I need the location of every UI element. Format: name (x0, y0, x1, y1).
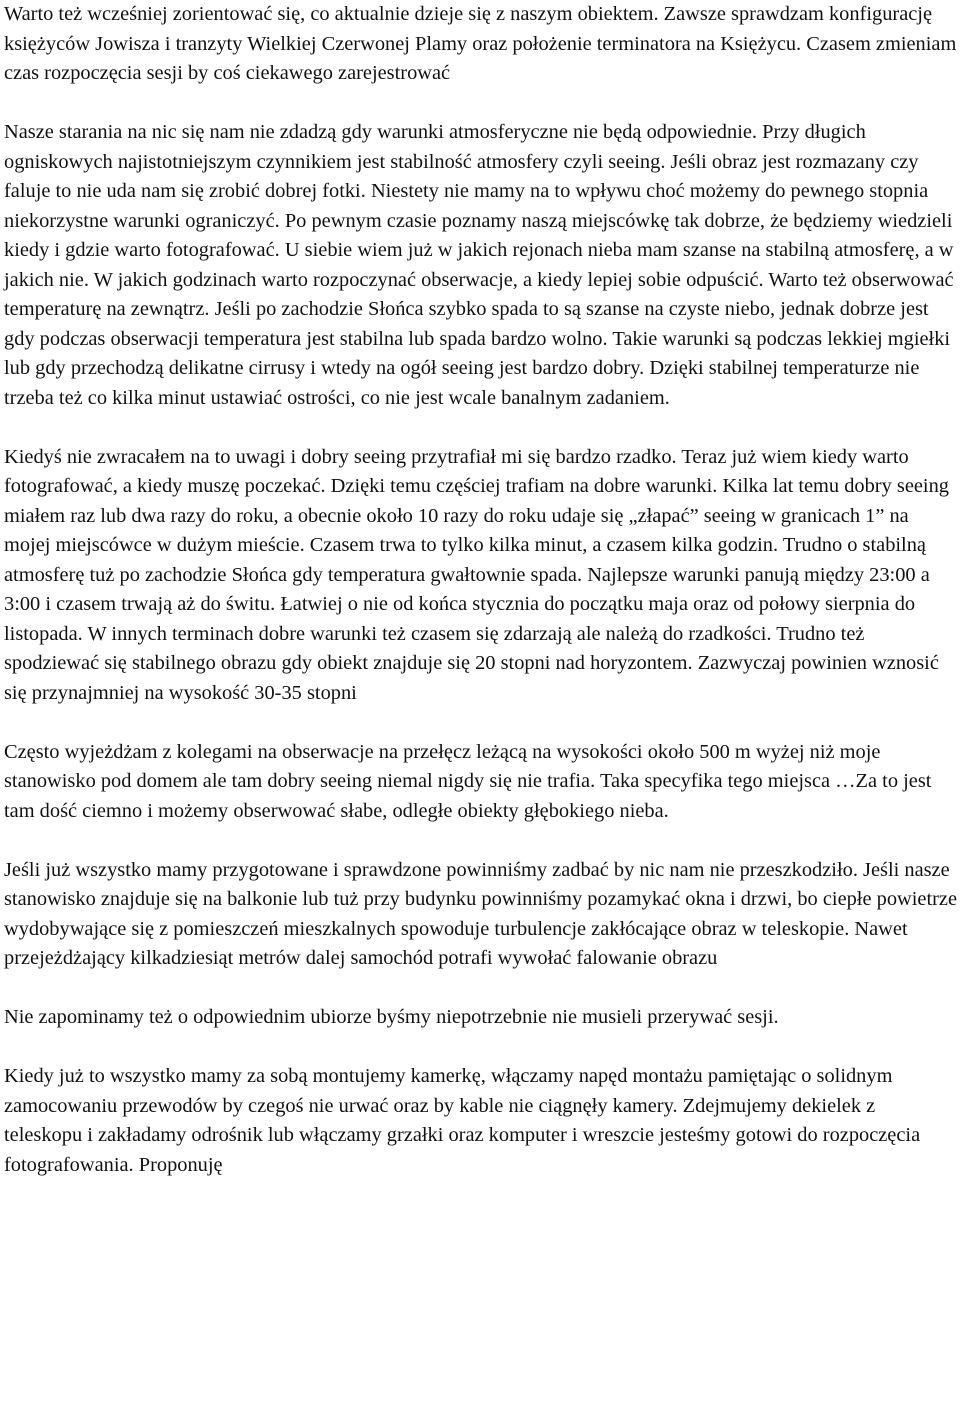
sentence: Takie warunki są podczas lekkiej mgiełki lub gdy przechodzą delikatne cirrusy i wtedy na ogół seeing jest bardzo dobry. (4, 327, 951, 379)
sentence: Czasem trwa to tylko kilka minut, a czasem kilka godzin. (309, 534, 779, 556)
paragraph-site-preparation (4, 856, 957, 974)
sentence: Kilka lat temu dobry seeing miałem raz lub dwa razy do roku, a obecnie około 10 razy do roku udaje się „złapać” seeing w granicach 1” na mojej miejscówce w dużym mieście. (4, 475, 949, 556)
sentence: Taka specyfika tego miejsca …Za to jest tam dość ciemno i możemy obserwować słabe, odległe obiekty głębokiego nieba. (4, 770, 932, 822)
sentence: Kiedyś nie zwracałem na to uwagi i dobry seeing przytrafiał mi się bardzo rzadko. (4, 445, 677, 468)
document-page (4, 0, 957, 1180)
sentence: Teraz już wiem kiedy warto fotografować, a kiedy muszę poczekać. (4, 445, 909, 497)
paragraph-mountain-pass (4, 738, 957, 827)
sentence: Kiedy już to wszystko mamy za sobą montujemy kamerkę, włączamy napęd montażu pamiętając o solidnym zamocowaniu przewodów by czegoś nie urwać oraz by kable nie ciągnęły kamery. (4, 1065, 893, 1117)
sentence: Zawsze sprawdzam konfigurację księżyców Jowisza i tranzyty Wielkiej Czerwonej Plamy oraz położenie terminatora na Księżycu. (4, 3, 933, 55)
sentence: Dzięki stabilnej temperaturze nie trzeba też co kilka minut ustawiać ostrości, co nie jest wcale banalnym zadaniem. (4, 357, 920, 409)
sentence: Nie zapominamy też o odpowiednim ubiorze byśmy niepotrzebnie nie musieli przerywać sesji. (4, 1006, 779, 1028)
sentence: Przy długich ogniskowych najistotniejszym czynnikiem jest stabilność atmosfery czyli seeing. (4, 121, 866, 173)
sentence: W innych terminach dobre warunki też czasem się zdarzają ale należą do rzadkości. (87, 622, 772, 645)
paragraph-observing-plan (4, 0, 957, 89)
sentence: Łatwiej o nie od końca stycznia do początku maja oraz od połowy sierpnia do listopada. (4, 593, 916, 645)
sentence: Zdejmujemy dekielek z teleskopu i zakładamy odrośnik lub włączamy grzałki oraz komputer i wreszcie jesteśmy gotowi do rozpoczęcia fotografowania. (4, 1094, 921, 1176)
sentence: Najlepsze warunki panują między 23:00 a 3:00 i czasem trwają aż do świtu. (4, 563, 930, 615)
sentence: Jeśli już wszystko mamy przygotowane i sprawdzone powinniśmy zadbać by nic nam nie przeszkodziło. (4, 858, 858, 881)
paragraph-seeing-experience (4, 443, 957, 709)
sentence: Zazwyczaj powinien wznosić się przynajmniej na wysokość 30-35 stopni (4, 652, 939, 704)
sentence: W jakich godzinach warto rozpoczynać obserwacje, a kiedy lepiej sobie odpuścić. (93, 268, 764, 291)
paragraph-atmospheric-conditions (4, 118, 957, 413)
sentence: Jeśli po zachodzie Słońca szybko spada to są szanse na czyste niebo, jednak dobrze jest gdy podczas obserwacji temperatura jest stabilna lub spada bardzo wolno. (4, 298, 929, 350)
sentence: Niestety nie mamy na to wpływu choć możemy do pewnego stopnia niekorzystne warunki ograniczyć. (4, 180, 929, 232)
sentence: U siebie wiem już w jakich rejonach nieba mam szanse na stabilną atmosferę, a w jakich nie. (4, 239, 954, 291)
sentence: Warto też wcześniej zorientować się, co aktualnie dzieje się z naszym obiektem. (4, 3, 659, 25)
sentence: Nasze starania na nic się nam nie zdadzą gdy warunki atmosferyczne nie będą odpowiednie. (4, 121, 758, 143)
sentence: Nawet przejeżdżający kilkadziesiąt metrów dalej samochód potrafi wywołać falowanie obrazu (4, 917, 908, 969)
sentence: Często wyjeżdżam z kolegami na obserwacje na przełęcz leżącą na wysokości około 500 m wyżej niż moje stanowisko pod domem ale tam dobry seeing niemal nigdy się nie trafia. (4, 740, 881, 792)
paragraph-camera-setup (4, 1062, 957, 1180)
paragraph-clothing (4, 1003, 957, 1033)
sentence: Trudno o stabilną atmosferę tuż po zachodzie Słońca gdy temperatura gwałtownie spada. (4, 534, 926, 586)
sentence: Warto też obserwować temperaturę na zewnątrz. (4, 268, 954, 320)
sentence: Proponuję (138, 1153, 223, 1176)
sentence: Trudno też spodziewać się stabilnego obrazu gdy obiekt znajduje się 20 stopni nad horyzontem. (4, 622, 865, 674)
sentence: Dzięki temu częściej trafiam na dobre warunki. (330, 475, 718, 497)
sentence: Po pewnym czasie poznamy naszą miejscówkę tak dobrze, że będziemy wiedzieli kiedy i gdzie warto fotografować. (4, 209, 953, 261)
sentence: Jeśli nasze stanowisko znajduje się na balkonie lub tuż przy budynku powinniśmy pozamykać okna i drzwi, bo ciepłe powietrze wydobywające się z pomieszczeń mieszkalnych spowoduje turbulencje zakłócające obraz w teleskopie. (4, 858, 958, 940)
sentence: Jeśli obraz jest rozmazany czy faluje to nie uda nam się zrobić dobrej fotki. (4, 150, 919, 202)
sentence: Czasem zmieniam czas rozpoczęcia sesji by coś ciekawego zarejestrować (4, 32, 957, 84)
